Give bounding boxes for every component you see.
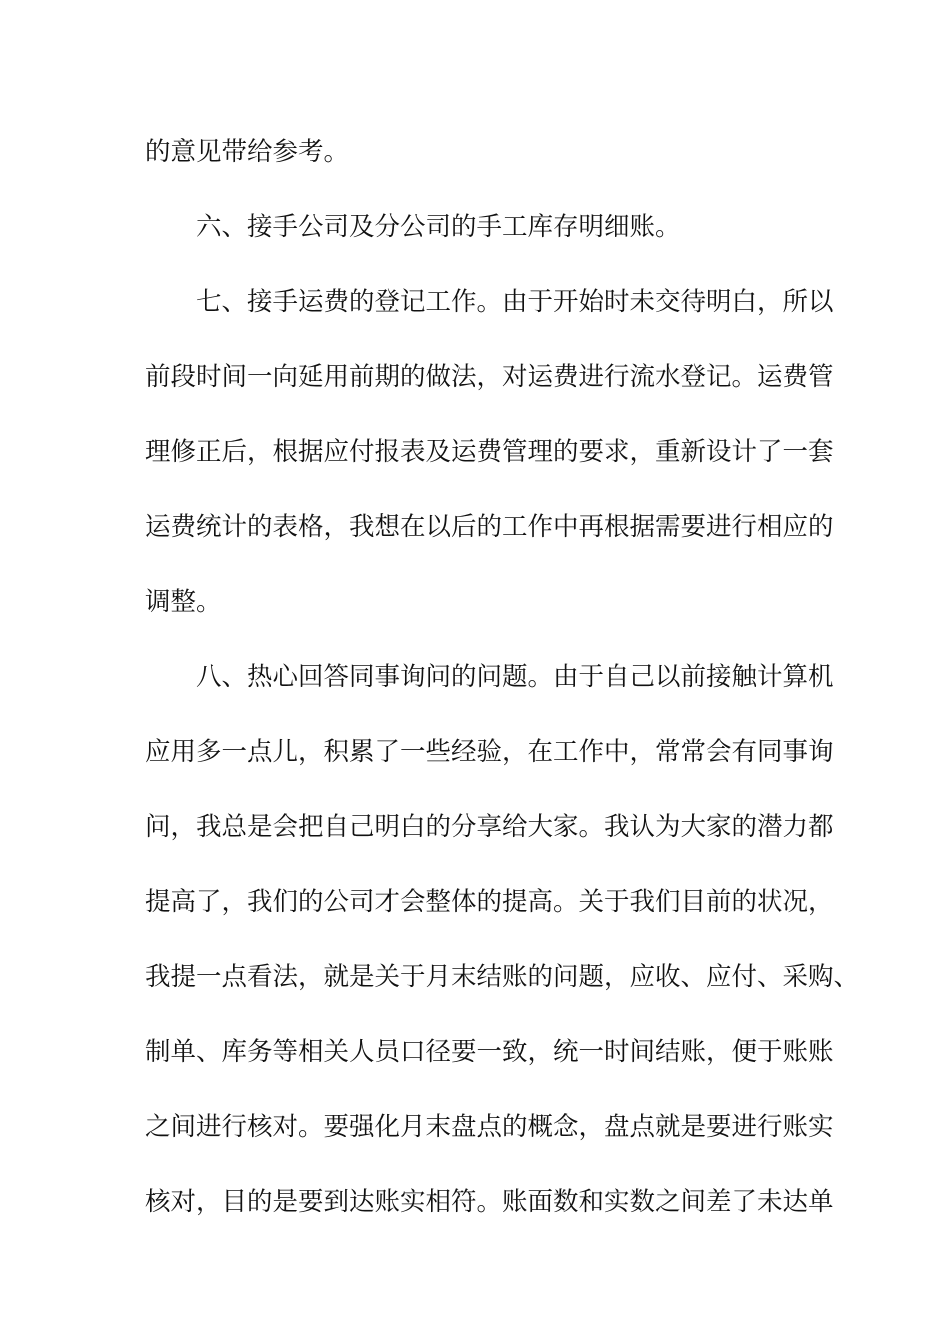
text-line: 理修正后，根据应付报表及运费管理的要求，重新设计了一套 <box>145 437 834 467</box>
text-line: 前段时间一向延用前期的做法，对运费进行流水登记。运费管 <box>145 362 834 392</box>
text-line: 制单、库务等相关人员口径要一致，统一时间结账，便于账账 <box>145 1037 834 1067</box>
text-line: 提高了，我们的公司才会整体的提高。关于我们目前的状况， <box>145 887 834 917</box>
text-line: 应用多一点儿，积累了一些经验，在工作中，常常会有同事询 <box>145 737 834 767</box>
text-line: 六、接手公司及分公司的手工库存明细账。 <box>145 212 681 242</box>
text-line: 问，我总是会把自己明白的分享给大家。我认为大家的潜力都 <box>145 812 834 842</box>
text-line: 七、接手运费的登记工作。由于开始时未交待明白，所以 <box>145 287 834 317</box>
text-line: 之间进行核对。要强化月末盘点的概念，盘点就是要进行账实 <box>145 1112 834 1142</box>
text-line: 八、热心回答同事询问的问题。由于自己以前接触计算机 <box>145 662 834 692</box>
text-line: 我提一点看法，就是关于月末结账的问题，应收、应付、采购、 <box>145 962 860 992</box>
text-line: 调整。 <box>145 587 222 617</box>
text-line: 运费统计的表格，我想在以后的工作中再根据需要进行相应的 <box>145 512 834 542</box>
text-line: 的意见带给参考。 <box>145 137 350 167</box>
text-line: 核对，目的是要到达账实相符。账面数和实数之间差了未达单 <box>145 1187 834 1217</box>
